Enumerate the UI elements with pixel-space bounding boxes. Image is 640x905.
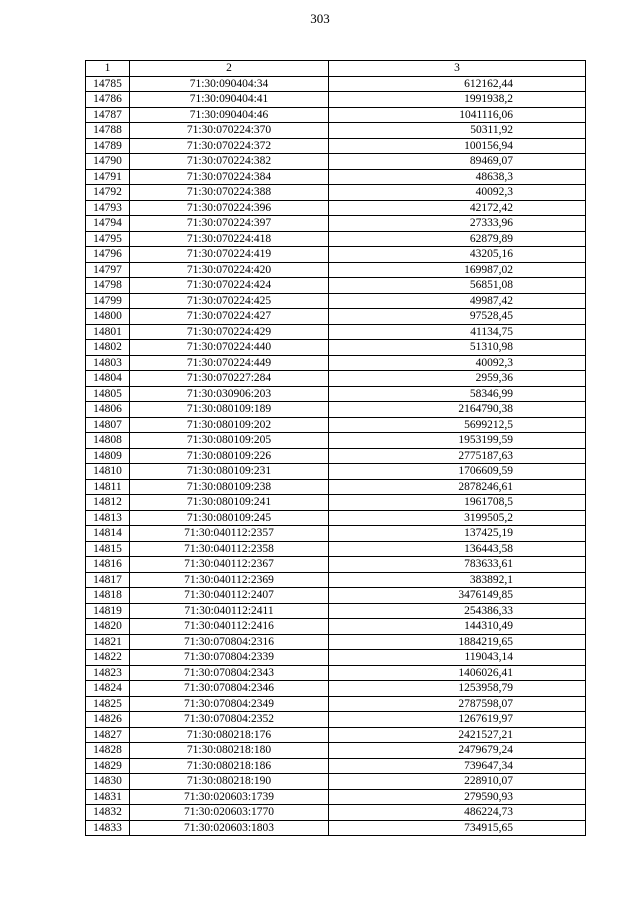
table-row — [86, 76, 586, 92]
value-cell: 2787598,07 — [329, 696, 586, 712]
value-cell: 40092,3 — [329, 185, 586, 201]
row-number-cell: 14790 — [86, 154, 130, 170]
cadastral-number-cell: 71:30:020603:1770 — [130, 805, 329, 821]
value-cell: 5699212,5 — [329, 417, 586, 433]
row-number-cell: 14788 — [86, 123, 130, 139]
cadastral-number-cell: 71:30:020603:1803 — [130, 820, 329, 836]
data-table — [85, 60, 586, 836]
row-number-cell: 14809 — [86, 448, 130, 464]
table-row — [86, 247, 586, 263]
value-cell: 3476149,85 — [329, 588, 586, 604]
value-cell: 228910,07 — [329, 774, 586, 790]
row-number-cell: 14786 — [86, 92, 130, 108]
table-row — [86, 510, 586, 526]
cadastral-number-cell: 71:30:070224:420 — [130, 262, 329, 278]
value-cell: 97528,45 — [329, 309, 586, 325]
cadastral-number-cell: 71:30:040112:2358 — [130, 541, 329, 557]
value-cell: 89469,07 — [329, 154, 586, 170]
cadastral-number-cell: 71:30:070224:449 — [130, 355, 329, 371]
row-number-cell: 14813 — [86, 510, 130, 526]
value-cell: 144310,49 — [329, 619, 586, 635]
cadastral-number-cell: 71:30:070224:372 — [130, 138, 329, 154]
cadastral-number-cell: 71:30:070224:419 — [130, 247, 329, 263]
cadastral-number-cell: 71:30:090404:46 — [130, 107, 329, 123]
cadastral-number-cell: 71:30:070804:2343 — [130, 665, 329, 681]
cadastral-number-cell: 71:30:090404:34 — [130, 76, 329, 92]
cadastral-number-cell: 71:30:080109:238 — [130, 479, 329, 495]
cadastral-number-cell: 71:30:070224:425 — [130, 293, 329, 309]
cadastral-number-cell: 71:30:020603:1739 — [130, 789, 329, 805]
row-number-cell: 14797 — [86, 262, 130, 278]
row-number-cell: 14808 — [86, 433, 130, 449]
row-number-cell: 14820 — [86, 619, 130, 635]
cadastral-number-cell: 71:30:070804:2346 — [130, 681, 329, 697]
cadastral-number-cell: 71:30:070224:370 — [130, 123, 329, 139]
row-number-cell: 14807 — [86, 417, 130, 433]
table-row — [86, 417, 586, 433]
row-number-cell: 14832 — [86, 805, 130, 821]
table-row — [86, 169, 586, 185]
value-cell: 62879,89 — [329, 231, 586, 247]
table-row — [86, 107, 586, 123]
row-number-cell: 14815 — [86, 541, 130, 557]
row-number-cell: 14812 — [86, 495, 130, 511]
value-cell: 137425,19 — [329, 526, 586, 542]
page-number: 303 — [310, 11, 330, 26]
table-row — [86, 433, 586, 449]
table-row — [86, 200, 586, 216]
cadastral-number-cell: 71:30:040112:2357 — [130, 526, 329, 542]
row-number-cell: 14833 — [86, 820, 130, 836]
cadastral-number-cell: 71:30:070224:388 — [130, 185, 329, 201]
table-row — [86, 448, 586, 464]
column-header-3: 3 — [329, 61, 586, 77]
value-cell: 739647,34 — [329, 758, 586, 774]
table-row — [86, 603, 586, 619]
value-cell: 486224,73 — [329, 805, 586, 821]
row-number-cell: 14805 — [86, 386, 130, 402]
table-row — [86, 727, 586, 743]
table-row — [86, 541, 586, 557]
row-number-cell: 14792 — [86, 185, 130, 201]
row-number-cell: 14800 — [86, 309, 130, 325]
table-row — [86, 743, 586, 759]
cadastral-number-cell: 71:30:030906:203 — [130, 386, 329, 402]
row-number-cell: 14791 — [86, 169, 130, 185]
row-number-cell: 14799 — [86, 293, 130, 309]
table-row — [86, 557, 586, 573]
row-number-cell: 14810 — [86, 464, 130, 480]
value-cell: 1267619,97 — [329, 712, 586, 728]
cadastral-number-cell: 71:30:070224:397 — [130, 216, 329, 232]
value-cell: 783633,61 — [329, 557, 586, 573]
row-number-cell: 14829 — [86, 758, 130, 774]
value-cell: 40092,3 — [329, 355, 586, 371]
table-row — [86, 371, 586, 387]
value-cell: 3199505,2 — [329, 510, 586, 526]
row-number-cell: 14789 — [86, 138, 130, 154]
value-cell: 612162,44 — [329, 76, 586, 92]
cadastral-number-cell: 71:30:070804:2349 — [130, 696, 329, 712]
cadastral-number-cell: 71:30:070224:424 — [130, 278, 329, 294]
table-row — [86, 774, 586, 790]
table-row — [86, 665, 586, 681]
cadastral-number-cell: 71:30:080109:189 — [130, 402, 329, 418]
value-cell: 1253958,79 — [329, 681, 586, 697]
table-row — [86, 712, 586, 728]
row-number-cell: 14827 — [86, 727, 130, 743]
table-row — [86, 572, 586, 588]
cadastral-number-cell: 71:30:070224:396 — [130, 200, 329, 216]
table-row — [86, 588, 586, 604]
row-number-cell: 14793 — [86, 200, 130, 216]
row-number-cell: 14818 — [86, 588, 130, 604]
value-cell: 383892,1 — [329, 572, 586, 588]
cadastral-number-cell: 71:30:080218:180 — [130, 743, 329, 759]
value-cell: 50311,92 — [329, 123, 586, 139]
value-cell: 1706609,59 — [329, 464, 586, 480]
table-row — [86, 309, 586, 325]
table-row — [86, 479, 586, 495]
row-number-cell: 14802 — [86, 340, 130, 356]
cadastral-number-cell: 71:30:070224:418 — [130, 231, 329, 247]
value-cell: 1406026,41 — [329, 665, 586, 681]
cadastral-number-cell: 71:30:080109:231 — [130, 464, 329, 480]
cadastral-number-cell: 71:30:070224:440 — [130, 340, 329, 356]
row-number-cell: 14795 — [86, 231, 130, 247]
row-number-cell: 14787 — [86, 107, 130, 123]
value-cell: 2421527,21 — [329, 727, 586, 743]
column-header-1: 1 — [86, 61, 130, 77]
cadastral-number-cell: 71:30:070804:2339 — [130, 650, 329, 666]
cadastral-number-cell: 71:30:070227:284 — [130, 371, 329, 387]
row-number-cell: 14824 — [86, 681, 130, 697]
table-row — [86, 495, 586, 511]
table-row — [86, 293, 586, 309]
value-cell: 1961708,5 — [329, 495, 586, 511]
row-number-cell: 14785 — [86, 76, 130, 92]
row-number-cell: 14822 — [86, 650, 130, 666]
table-row — [86, 402, 586, 418]
value-cell: 254386,33 — [329, 603, 586, 619]
cadastral-number-cell: 71:30:080218:176 — [130, 727, 329, 743]
cadastral-number-cell: 71:30:080109:202 — [130, 417, 329, 433]
cadastral-number-cell: 71:30:070224:427 — [130, 309, 329, 325]
value-cell: 51310,98 — [329, 340, 586, 356]
row-number-cell: 14803 — [86, 355, 130, 371]
cadastral-number-cell: 71:30:040112:2407 — [130, 588, 329, 604]
table-row — [86, 526, 586, 542]
cadastral-number-cell: 71:30:080109:241 — [130, 495, 329, 511]
row-number-cell: 14819 — [86, 603, 130, 619]
table-row — [86, 154, 586, 170]
table-row — [86, 278, 586, 294]
cadastral-number-cell: 71:30:080109:205 — [130, 433, 329, 449]
table-row — [86, 758, 586, 774]
cadastral-number-cell: 71:30:080218:186 — [130, 758, 329, 774]
value-cell: 2959,36 — [329, 371, 586, 387]
table-row — [86, 820, 586, 836]
cadastral-number-cell: 71:30:070224:384 — [130, 169, 329, 185]
value-cell: 2878246,61 — [329, 479, 586, 495]
cadastral-number-cell: 71:30:080218:190 — [130, 774, 329, 790]
table-row — [86, 789, 586, 805]
row-number-cell: 14817 — [86, 572, 130, 588]
table-row — [86, 340, 586, 356]
value-cell: 58346,99 — [329, 386, 586, 402]
table-row — [86, 262, 586, 278]
row-number-cell: 14821 — [86, 634, 130, 650]
row-number-cell: 14816 — [86, 557, 130, 573]
table-row — [86, 619, 586, 635]
row-number-cell: 14798 — [86, 278, 130, 294]
row-number-cell: 14801 — [86, 324, 130, 340]
value-cell: 2775187,63 — [329, 448, 586, 464]
row-number-cell: 14811 — [86, 479, 130, 495]
cadastral-number-cell: 71:30:040112:2367 — [130, 557, 329, 573]
cadastral-number-cell: 71:30:040112:2369 — [130, 572, 329, 588]
value-cell: 49987,42 — [329, 293, 586, 309]
row-number-cell: 14828 — [86, 743, 130, 759]
row-number-cell: 14823 — [86, 665, 130, 681]
column-header-2: 2 — [130, 61, 329, 77]
row-number-cell: 14826 — [86, 712, 130, 728]
cadastral-number-cell: 71:30:040112:2411 — [130, 603, 329, 619]
value-cell: 1953199,59 — [329, 433, 586, 449]
header-row — [86, 61, 586, 77]
table-row — [86, 324, 586, 340]
table-row — [86, 464, 586, 480]
value-cell: 27333,96 — [329, 216, 586, 232]
cadastral-number-cell: 71:30:080109:226 — [130, 448, 329, 464]
value-cell: 279590,93 — [329, 789, 586, 805]
row-number-cell: 14825 — [86, 696, 130, 712]
cadastral-number-cell: 71:30:070804:2316 — [130, 634, 329, 650]
table-row — [86, 185, 586, 201]
value-cell: 1884219,65 — [329, 634, 586, 650]
value-cell: 43205,16 — [329, 247, 586, 263]
value-cell: 2164790,38 — [329, 402, 586, 418]
table-row — [86, 650, 586, 666]
table-row — [86, 355, 586, 371]
value-cell: 119043,14 — [329, 650, 586, 666]
value-cell: 136443,58 — [329, 541, 586, 557]
value-cell: 41134,75 — [329, 324, 586, 340]
table-row — [86, 696, 586, 712]
cadastral-number-cell: 71:30:040112:2416 — [130, 619, 329, 635]
value-cell: 734915,65 — [329, 820, 586, 836]
table-row — [86, 92, 586, 108]
row-number-cell: 14814 — [86, 526, 130, 542]
cadastral-number-cell: 71:30:070224:382 — [130, 154, 329, 170]
value-cell: 1991938,2 — [329, 92, 586, 108]
table-row — [86, 231, 586, 247]
row-number-cell: 14806 — [86, 402, 130, 418]
row-number-cell: 14796 — [86, 247, 130, 263]
table-row — [86, 123, 586, 139]
value-cell: 48638,3 — [329, 169, 586, 185]
row-number-cell: 14831 — [86, 789, 130, 805]
cadastral-number-cell: 71:30:080109:245 — [130, 510, 329, 526]
cadastral-number-cell: 71:30:070804:2352 — [130, 712, 329, 728]
row-number-cell: 14794 — [86, 216, 130, 232]
value-cell: 2479679,24 — [329, 743, 586, 759]
value-cell: 1041116,06 — [329, 107, 586, 123]
value-cell: 169987,02 — [329, 262, 586, 278]
table-row — [86, 634, 586, 650]
cadastral-number-cell: 71:30:070224:429 — [130, 324, 329, 340]
row-number-cell: 14804 — [86, 371, 130, 387]
value-cell: 42172,42 — [329, 200, 586, 216]
table-row — [86, 386, 586, 402]
cadastral-number-cell: 71:30:090404:41 — [130, 92, 329, 108]
row-number-cell: 14830 — [86, 774, 130, 790]
table-row — [86, 138, 586, 154]
value-cell: 100156,94 — [329, 138, 586, 154]
table-row — [86, 681, 586, 697]
table-row — [86, 805, 586, 821]
value-cell: 56851,08 — [329, 278, 586, 294]
table-row — [86, 216, 586, 232]
